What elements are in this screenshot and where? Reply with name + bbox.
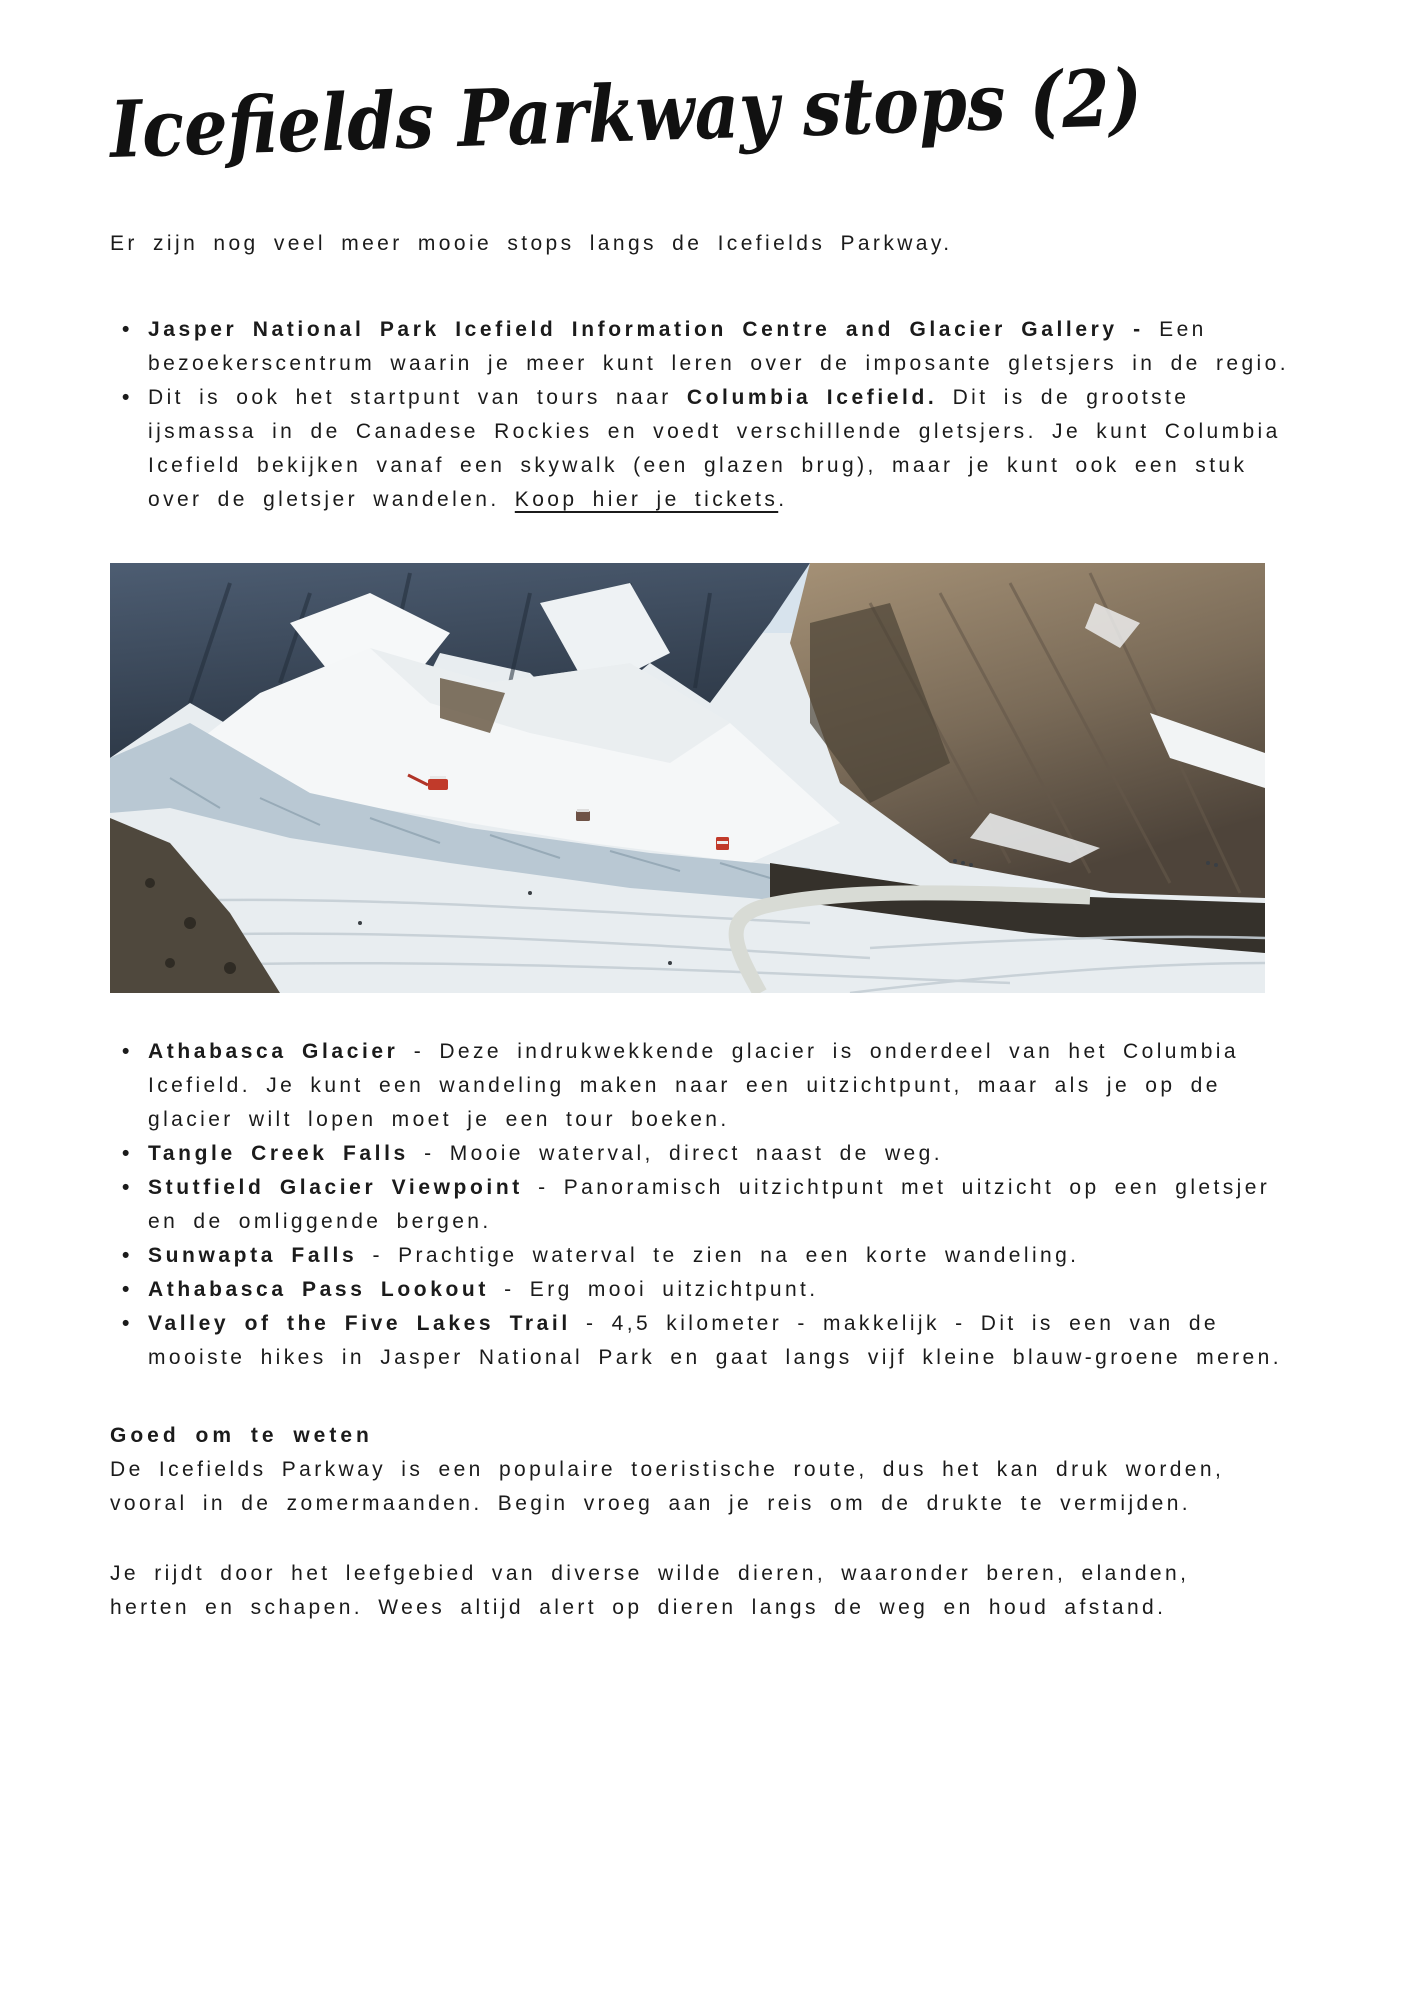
stop-name: Valley of the Five Lakes Trail <box>148 1312 571 1336</box>
section-heading-goed-om-te-weten: Goed om te weten <box>110 1424 373 1448</box>
paragraph: Je rijdt door het leefgebied van diverse wilde dieren, waaronder beren, elanden, herten en schapen. Wees altijd alert op dieren langs de weg en houd afstand. <box>110 1562 1190 1620</box>
text-segment: Een bezoekerscentrum waarin je meer kunt leren over de imposante gletsjers in de regio. <box>148 318 1289 376</box>
stop-name: Stutfield Glacier Viewpoint <box>148 1176 523 1200</box>
text-segment: - Mooie waterval, direct naast de weg. <box>408 1142 943 1166</box>
text-segment: - Panoramisch uitzichtpunt met uitzicht op een gletsjer en de omliggende bergen. <box>148 1176 1271 1234</box>
stop-list-item <box>110 313 1294 381</box>
text-segment: Dit is ook het startpunt van tours naar <box>148 386 687 410</box>
stop-name: Sunwapta Falls <box>148 1244 358 1268</box>
text-segment: - Erg mooi uitzichtpunt. <box>488 1278 819 1302</box>
stops-list-bottom <box>110 1035 1294 1375</box>
glacier-photo <box>110 563 1265 993</box>
intro-text: Er zijn nog veel meer mooie stops langs de Icefields Parkway. <box>110 232 953 256</box>
stop-list-item <box>110 381 1294 517</box>
stop-list-item <box>110 1035 1294 1137</box>
text-segment: - Deze indrukwekkende glacier is onderdeel van het Columbia Icefield. Je kunt een wandeling maken naar een uitzichtpunt, maar als je op de glacier wilt lopen moet je een tour boeken. <box>148 1040 1239 1132</box>
stop-list-item <box>110 1171 1294 1239</box>
stop-name: Columbia Icefield. <box>686 386 938 410</box>
stop-name: Athabasca Glacier <box>148 1040 399 1064</box>
stop-list-item <box>110 1137 1294 1171</box>
info-paragraphs <box>110 1453 1294 1625</box>
text-segment: - 4,5 kilometer - makkelijk - Dit is een van de mooiste hikes in Jasper National Park en gaat langs vijf kleine blauw-groene meren. <box>148 1312 1282 1370</box>
text-segment: Dit is de grootste ijsmassa in de Canadese Rockies en voedt verschillende gletsjers. Je kunt Columbia Icefield bekijken vanaf een skywalk (een glazen brug), maar je kunt ook een stuk over de gletsjer wandelen. <box>148 386 1281 512</box>
stop-list-item <box>110 1273 1294 1307</box>
paragraph: De Icefields Parkway is een populaire toeristische route, dus het kan druk worden, vooral in de zomermaanden. Begin vroeg aan je reis om de drukte te vermijden. <box>110 1458 1225 1516</box>
stop-name: Jasper National Park Icefield Information Centre and Glacier Gallery - <box>148 318 1160 342</box>
page-title: Icefields Parkway stops (2) <box>108 52 1144 176</box>
text-segment: - Prachtige waterval te zien na een korte wandeling. <box>357 1244 1080 1268</box>
text-segment: . <box>778 488 788 512</box>
stop-list-item <box>110 1239 1294 1273</box>
stop-list-item <box>110 1307 1294 1375</box>
stop-name: Athabasca Pass Lookout <box>148 1278 489 1302</box>
tickets-link[interactable]: Koop hier je tickets <box>514 488 779 512</box>
stops-list-top <box>110 313 1294 517</box>
glacier-photo-illustration <box>110 563 1265 993</box>
stop-name: Tangle Creek Falls <box>148 1142 409 1166</box>
